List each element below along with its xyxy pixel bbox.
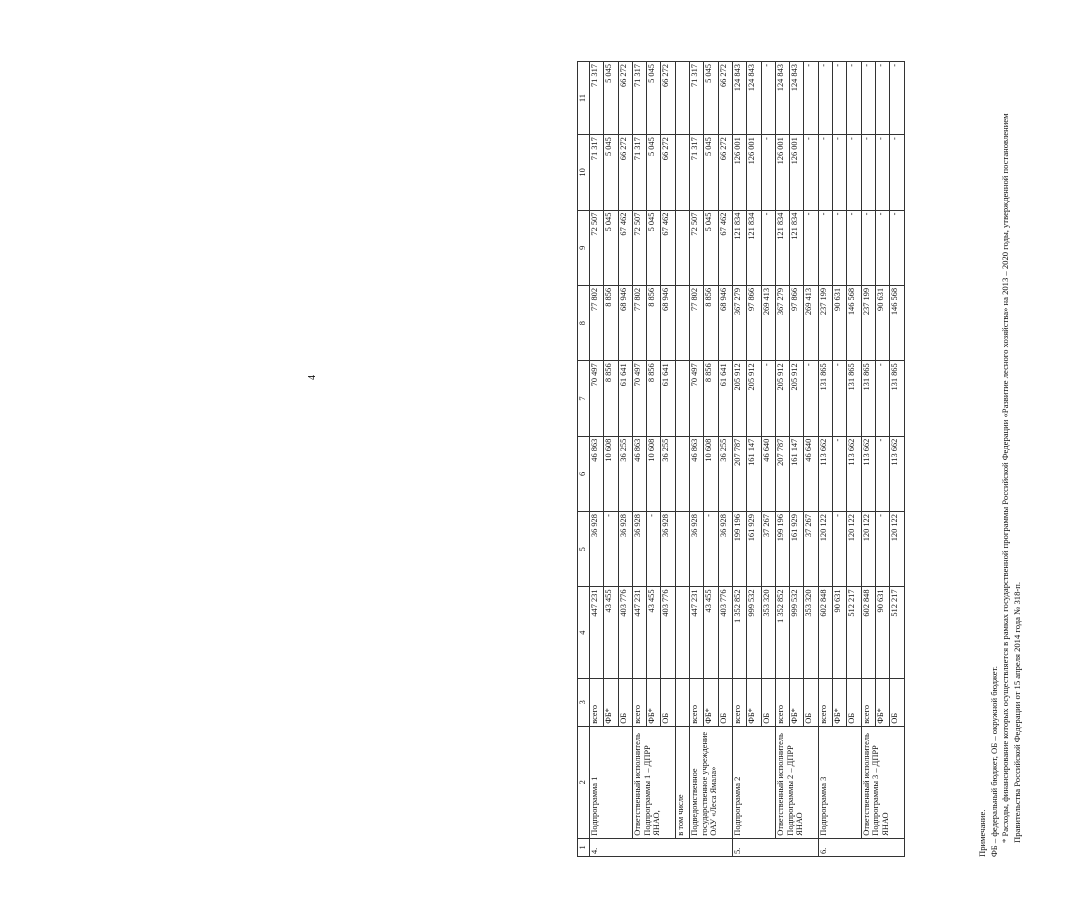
value-cell: - xyxy=(704,512,718,587)
value-cell: - xyxy=(804,210,818,285)
value-cell: 97 866 xyxy=(790,285,804,360)
value-cell: - xyxy=(861,210,875,285)
value-cell: - xyxy=(761,135,775,210)
value-cell: 126 001 xyxy=(790,135,804,210)
table-row xyxy=(690,62,704,857)
value-cell: 120 122 xyxy=(861,512,875,587)
value-cell: 72 507 xyxy=(690,210,704,285)
value-cell: - xyxy=(604,512,618,587)
value-cell: 61 641 xyxy=(661,361,675,436)
funding-source: ОБ xyxy=(661,678,675,726)
value-cell: - xyxy=(875,512,889,587)
value-cell: 447 231 xyxy=(632,587,646,678)
value-cell: 403 776 xyxy=(661,587,675,678)
funding-table xyxy=(577,61,905,857)
value-cell: 113 662 xyxy=(818,436,832,511)
value-cell: - xyxy=(847,62,861,135)
value-cell xyxy=(675,285,689,360)
rotated-sheet xyxy=(577,57,1087,857)
value-cell: 5 045 xyxy=(604,210,618,285)
value-cell: 602 848 xyxy=(861,587,875,678)
value-cell: 131 865 xyxy=(847,361,861,436)
value-cell: 447 231 xyxy=(690,587,704,678)
value-cell: 77 802 xyxy=(590,285,604,360)
value-cell: 67 462 xyxy=(718,210,732,285)
header-cell: 4 xyxy=(578,587,590,678)
value-cell: 90 631 xyxy=(875,285,889,360)
value-cell: 61 641 xyxy=(718,361,732,436)
value-cell: 199 196 xyxy=(775,512,789,587)
value-cell: 8 856 xyxy=(704,361,718,436)
header-cell: 3 xyxy=(578,678,590,726)
table-row xyxy=(590,62,604,857)
funding-source: ФБ* xyxy=(647,678,661,726)
value-cell: 8 856 xyxy=(704,285,718,360)
header-cell: 8 xyxy=(578,285,590,360)
header-cell: 2 xyxy=(578,726,590,838)
value-cell: 5 045 xyxy=(647,135,661,210)
program-name: Ответственный исполнитель Подпрограммы 1 – ДПРР ЯНАО, xyxy=(632,726,675,838)
value-cell: 72 507 xyxy=(632,210,646,285)
program-name: Ответственный исполнитель Подпрограммы 2 – ДПРР ЯНАО xyxy=(775,726,818,838)
funding-source: всего xyxy=(732,678,746,726)
value-cell: 70 497 xyxy=(632,361,646,436)
value-cell: 8 856 xyxy=(604,285,618,360)
value-cell: 43 455 xyxy=(604,587,618,678)
funding-source: ОБ xyxy=(847,678,861,726)
value-cell: 121 834 xyxy=(790,210,804,285)
funding-source: ФБ* xyxy=(833,678,847,726)
value-cell: 161 147 xyxy=(747,436,761,511)
value-cell: - xyxy=(875,62,889,135)
value-cell: 46 863 xyxy=(690,436,704,511)
value-cell: 90 631 xyxy=(833,285,847,360)
value-cell: - xyxy=(647,512,661,587)
value-cell: 8 856 xyxy=(604,361,618,436)
value-cell: 124 843 xyxy=(732,62,746,135)
value-cell: 71 317 xyxy=(690,62,704,135)
value-cell: - xyxy=(890,210,904,285)
value-cell: - xyxy=(818,62,832,135)
value-cell: 447 231 xyxy=(590,587,604,678)
value-cell: 205 912 xyxy=(790,361,804,436)
funding-source: ФБ* xyxy=(747,678,761,726)
value-cell: 999 532 xyxy=(747,587,761,678)
value-cell: 113 662 xyxy=(861,436,875,511)
value-cell: 71 317 xyxy=(690,135,704,210)
value-cell: 46 640 xyxy=(804,436,818,511)
funding-source xyxy=(675,678,689,726)
value-cell: 90 631 xyxy=(875,587,889,678)
value-cell: 367 279 xyxy=(732,285,746,360)
value-cell: 66 272 xyxy=(618,62,632,135)
value-cell: 66 272 xyxy=(618,135,632,210)
funding-source: ОБ xyxy=(718,678,732,726)
funding-source: ФБ* xyxy=(604,678,618,726)
program-name: Подпрограмма 3 xyxy=(818,726,861,838)
value-cell: 124 843 xyxy=(747,62,761,135)
value-cell: - xyxy=(833,361,847,436)
header-cell: 9 xyxy=(578,210,590,285)
value-cell xyxy=(675,210,689,285)
value-cell: 120 122 xyxy=(890,512,904,587)
table-row xyxy=(675,62,689,857)
value-cell: - xyxy=(847,210,861,285)
notes-title: Примечание. xyxy=(977,809,987,857)
value-cell: - xyxy=(890,62,904,135)
value-cell: 113 662 xyxy=(890,436,904,511)
value-cell: 353 320 xyxy=(761,587,775,678)
value-cell: - xyxy=(833,135,847,210)
value-cell: 205 912 xyxy=(732,361,746,436)
value-cell: - xyxy=(818,135,832,210)
value-cell: 126 001 xyxy=(732,135,746,210)
value-cell: - xyxy=(804,361,818,436)
value-cell: 5 045 xyxy=(647,62,661,135)
page-number: 4 xyxy=(307,375,318,380)
value-cell: 66 272 xyxy=(718,135,732,210)
table-row xyxy=(732,62,746,857)
value-cell: 66 272 xyxy=(718,62,732,135)
value-cell: 161 929 xyxy=(747,512,761,587)
value-cell xyxy=(675,135,689,210)
value-cell: 512 217 xyxy=(890,587,904,678)
value-cell: 71 317 xyxy=(632,135,646,210)
funding-source: всего xyxy=(818,678,832,726)
value-cell: 46 863 xyxy=(590,436,604,511)
value-cell: - xyxy=(804,135,818,210)
funding-source: ОБ xyxy=(804,678,818,726)
value-cell: 36 928 xyxy=(632,512,646,587)
value-cell: 71 317 xyxy=(632,62,646,135)
value-cell xyxy=(675,587,689,678)
value-cell: 205 912 xyxy=(747,361,761,436)
table-row xyxy=(818,62,832,857)
funding-source: ОБ xyxy=(618,678,632,726)
value-cell: 269 413 xyxy=(761,285,775,360)
value-cell: 131 865 xyxy=(861,361,875,436)
value-cell: - xyxy=(833,512,847,587)
notes-legend: ФБ – федеральный бюджет, ОБ – окружной бюджет. xyxy=(988,666,999,857)
program-name: Подпрограмма 2 xyxy=(732,726,775,838)
value-cell: 237 199 xyxy=(861,285,875,360)
funding-source: всего xyxy=(775,678,789,726)
value-cell: 126 001 xyxy=(747,135,761,210)
value-cell: 10 608 xyxy=(647,436,661,511)
program-name: Подпрограмма 1 xyxy=(590,726,633,838)
funding-source: всего xyxy=(590,678,604,726)
value-cell: 10 608 xyxy=(604,436,618,511)
value-cell: 403 776 xyxy=(718,587,732,678)
value-cell: 36 255 xyxy=(618,436,632,511)
value-cell: - xyxy=(761,62,775,135)
value-cell: 353 320 xyxy=(804,587,818,678)
program-name: Ответственный исполнитель Подпрограммы 3 – ДПРР ЯНАО xyxy=(861,726,904,838)
value-cell: 512 217 xyxy=(847,587,861,678)
value-cell: 68 946 xyxy=(661,285,675,360)
value-cell: 113 662 xyxy=(847,436,861,511)
value-cell: 120 122 xyxy=(818,512,832,587)
value-cell: 602 848 xyxy=(818,587,832,678)
value-cell: 120 122 xyxy=(847,512,861,587)
value-cell: 5 045 xyxy=(704,135,718,210)
value-cell: 43 455 xyxy=(704,587,718,678)
value-cell: 121 834 xyxy=(747,210,761,285)
value-cell: 43 455 xyxy=(647,587,661,678)
row-number: 6. xyxy=(818,838,904,856)
table-row xyxy=(775,62,789,857)
value-cell: 77 802 xyxy=(632,285,646,360)
value-cell xyxy=(675,436,689,511)
value-cell: 97 866 xyxy=(747,285,761,360)
header-cell: 5 xyxy=(578,512,590,587)
value-cell: 124 843 xyxy=(775,62,789,135)
funding-source: всего xyxy=(690,678,704,726)
header-cell: 10 xyxy=(578,135,590,210)
value-cell: 36 928 xyxy=(718,512,732,587)
value-cell: 269 413 xyxy=(804,285,818,360)
value-cell: 36 928 xyxy=(690,512,704,587)
header-cell: 6 xyxy=(578,436,590,511)
value-cell: 37 267 xyxy=(804,512,818,587)
header-cell: 11 xyxy=(578,62,590,135)
value-cell: 46 863 xyxy=(632,436,646,511)
value-cell: 5 045 xyxy=(704,210,718,285)
value-cell: 207 787 xyxy=(775,436,789,511)
value-cell: 36 928 xyxy=(590,512,604,587)
value-cell: 68 946 xyxy=(618,285,632,360)
funding-source: ФБ* xyxy=(790,678,804,726)
value-cell: 1 352 852 xyxy=(775,587,789,678)
value-cell: 403 776 xyxy=(618,587,632,678)
value-cell: - xyxy=(875,436,889,511)
value-cell: 66 272 xyxy=(661,62,675,135)
value-cell: - xyxy=(847,135,861,210)
funding-source: ФБ* xyxy=(875,678,889,726)
header-cell: 1 xyxy=(578,838,590,856)
funding-source: всего xyxy=(861,678,875,726)
funding-source: ОБ xyxy=(761,678,775,726)
value-cell: 72 507 xyxy=(590,210,604,285)
table-row xyxy=(632,62,646,857)
value-cell: 61 641 xyxy=(618,361,632,436)
funding-source: ФБ* xyxy=(704,678,718,726)
notes-block xyxy=(977,61,1023,857)
funding-source: всего xyxy=(632,678,646,726)
value-cell: 5 045 xyxy=(604,135,618,210)
value-cell: 146 568 xyxy=(890,285,904,360)
value-cell: 131 865 xyxy=(890,361,904,436)
value-cell: 146 568 xyxy=(847,285,861,360)
value-cell: - xyxy=(833,436,847,511)
row-number: 5. xyxy=(732,838,818,856)
value-cell: - xyxy=(875,361,889,436)
value-cell: 5 045 xyxy=(704,62,718,135)
value-cell: 36 928 xyxy=(661,512,675,587)
value-cell: 66 272 xyxy=(661,135,675,210)
table-row xyxy=(861,62,875,857)
value-cell: - xyxy=(861,135,875,210)
program-name: Подведомственное государственное учреждение ОАУ «Леса Ямала» xyxy=(690,726,733,838)
value-cell: 5 045 xyxy=(647,210,661,285)
value-cell: 161 147 xyxy=(790,436,804,511)
value-cell: 8 856 xyxy=(647,285,661,360)
value-cell: - xyxy=(875,210,889,285)
row-number: 4. xyxy=(590,838,733,856)
header-cell: 7 xyxy=(578,361,590,436)
notes-footnote: * Расходы, финансирование которых осуществляется в рамках государственной программы Российской Федерации «Развитие лесного хозяйства» на 2013 – 2020 годы, утвержденной постановлением Правительства Российской Федерации от 15 апреля 2014 года № 318-п. xyxy=(1000,113,1022,843)
value-cell: 36 928 xyxy=(618,512,632,587)
value-cell: 71 317 xyxy=(590,135,604,210)
funding-source: ОБ xyxy=(890,678,904,726)
value-cell: 70 497 xyxy=(690,361,704,436)
value-cell: 124 843 xyxy=(790,62,804,135)
value-cell: 37 267 xyxy=(761,512,775,587)
value-cell: 8 856 xyxy=(647,361,661,436)
value-cell: 1 352 852 xyxy=(732,587,746,678)
value-cell: 126 001 xyxy=(775,135,789,210)
value-cell: 70 497 xyxy=(590,361,604,436)
value-cell: 67 462 xyxy=(661,210,675,285)
value-cell: - xyxy=(761,361,775,436)
value-cell: 999 532 xyxy=(790,587,804,678)
header-row xyxy=(578,62,590,857)
value-cell: - xyxy=(761,210,775,285)
value-cell: 367 279 xyxy=(775,285,789,360)
value-cell: 90 631 xyxy=(833,587,847,678)
value-cell: 36 255 xyxy=(661,436,675,511)
value-cell: 121 834 xyxy=(775,210,789,285)
value-cell: 207 787 xyxy=(732,436,746,511)
value-cell: - xyxy=(890,135,904,210)
value-cell: 199 196 xyxy=(732,512,746,587)
value-cell: 67 462 xyxy=(618,210,632,285)
value-cell: 161 929 xyxy=(790,512,804,587)
value-cell: 36 255 xyxy=(718,436,732,511)
value-cell xyxy=(675,361,689,436)
value-cell: 121 834 xyxy=(732,210,746,285)
value-cell: 68 946 xyxy=(718,285,732,360)
value-cell: 205 912 xyxy=(775,361,789,436)
value-cell: 77 802 xyxy=(690,285,704,360)
program-name: в том числе xyxy=(675,726,689,838)
value-cell: 10 608 xyxy=(704,436,718,511)
value-cell: - xyxy=(804,62,818,135)
value-cell: 71 317 xyxy=(590,62,604,135)
value-cell: 237 199 xyxy=(818,285,832,360)
value-cell: - xyxy=(875,135,889,210)
value-cell: 131 865 xyxy=(818,361,832,436)
value-cell xyxy=(675,512,689,587)
value-cell: - xyxy=(861,62,875,135)
value-cell: - xyxy=(818,210,832,285)
value-cell xyxy=(675,62,689,135)
value-cell: - xyxy=(833,62,847,135)
value-cell: 5 045 xyxy=(604,62,618,135)
value-cell: 46 640 xyxy=(761,436,775,511)
value-cell: - xyxy=(833,210,847,285)
